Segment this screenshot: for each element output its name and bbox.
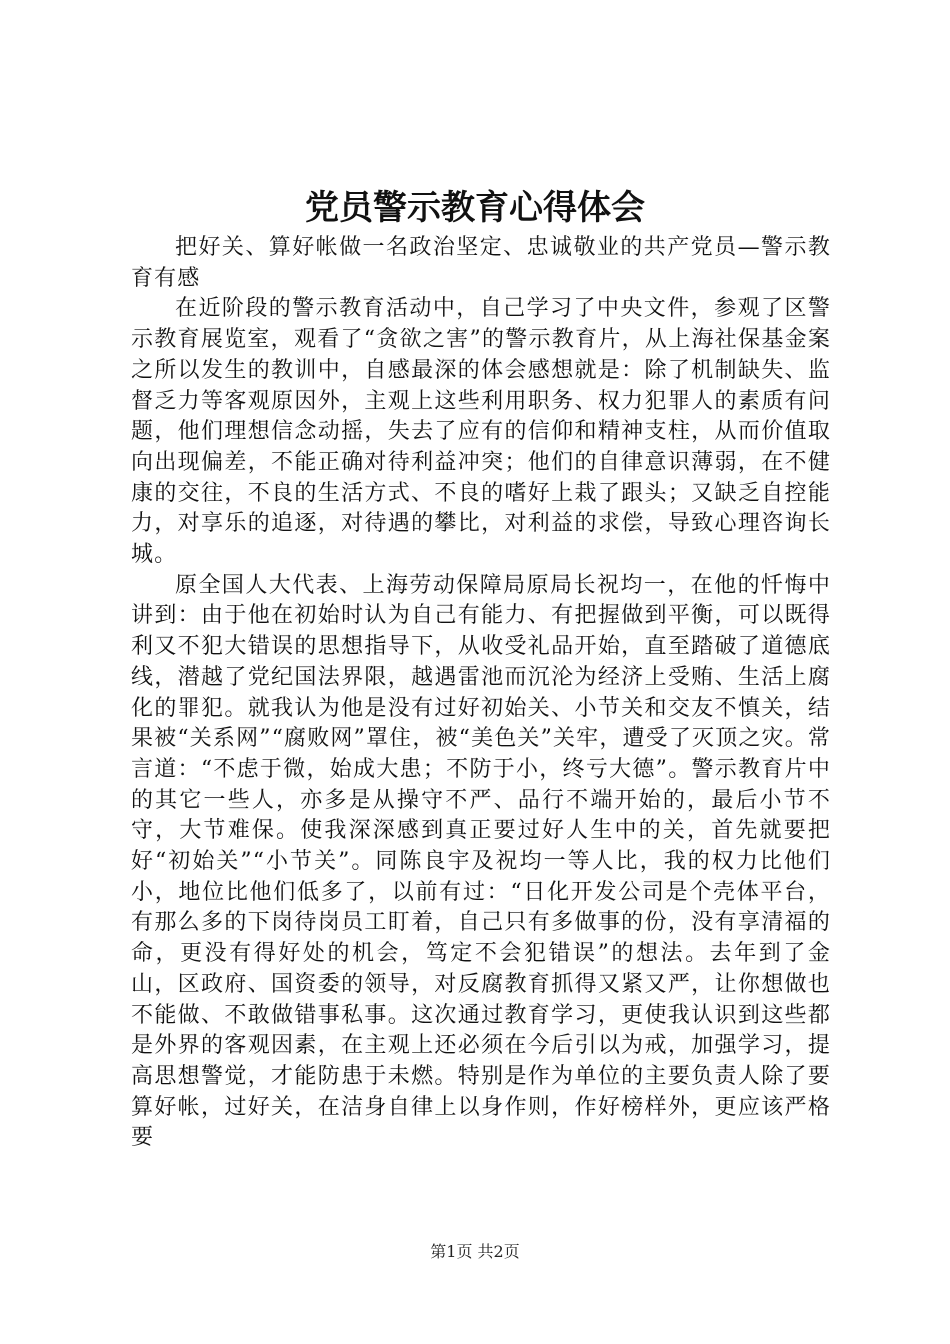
paragraph-subtitle: 把好关、算好帐做一名政治坚定、忠诚敬业的共产党员—警示教育有感 [131,235,831,291]
page-number-footer: 第1页 共2页 [430,1242,520,1261]
document-title: 党员警示教育心得体会 [305,188,645,228]
document-body [131,233,831,1154]
paragraph-2: 原全国人大代表、上海劳动保障局原局长祝均一，在他的忏悔中讲到：由于他在初始时认为自己有能力、有把握做到平衡，可以既得利又不犯大错误的思想指导下，从收受礼品开始，直至踏破了道德底线，潜越了党纪国法界限，越遇雷池而沉沦为经济上受贿、生活上腐化的罪犯。就我认为他是没有过好初始关、小节关和交友不慎关，结果被“关系网”“腐败网”罩住，被“美色关”关牢，遭受了灭顶之灾。常言道：“不虑于微，始成大患；不防于小，终亏大德”。警示教育片中的其它一些人，亦多是从操守不严、品行不端开始的，最后小节不守，大节难保。使我深深感到真正要过好人生中的关，首先就要把好“初始关”“小节关”。同陈良宇及祝均一等人比，我的权力比他们小，地位比他们低多了，以前有过：“日化开发公司是个壳体平台，有那么多的下岗待岗员工盯着，自己只有多做事的份，没有享清福的命，更没有得好处的机会，笃定不会犯错误”的想法。去年到了金山，区政府、国资委的领导，对反腐教育抓得又紧又严，让你想做也不能做、不敢做错事私事。这次通过教育学习，更使我认识到这些都是外界的客观因素，在主观上还必须在今后引以为戒，加强学习，提高思想警觉，才能防患于未燃。特别是作为单位的主要负责人除了要算好帐，过好关，在洁身自律上以身作则，作好榜样外，更应该严格要 [131,572,831,1151]
paragraph-1: 在近阶段的警示教育活动中，自己学习了中央文件，参观了区警示教育展览室，观看了“贪欲之害”的警示教育片，从上海社保基金案之所以发生的教训中，自感最深的体会感想就是：除了机制缺失、监督乏力等客观原因外，主观上这些利用职务、权力犯罪人的素质有问题，他们理想信念动摇，失去了应有的信仰和精神支柱，从而价值取向出现偏差，不能正确对待利益冲突；他们的自律意识薄弱，在不健康的交往，不良的生活方式、不良的嗜好上栽了跟头；又缺乏自控能力，对享乐的追逐，对待遇的攀比，对利益的求偿，导致心理咨询长城。 [131,296,831,568]
